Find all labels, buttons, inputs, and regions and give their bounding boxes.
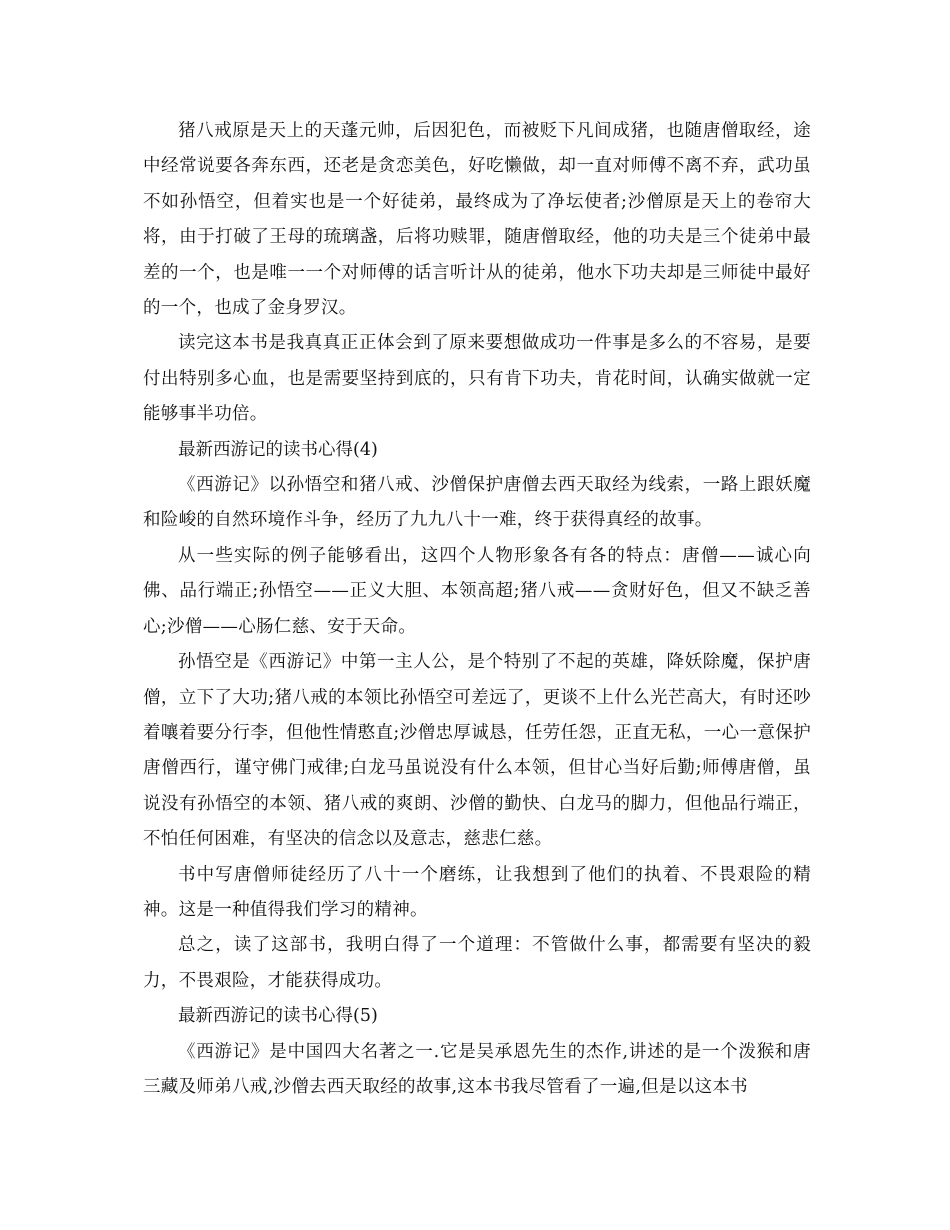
- paragraph-summary: 《西游记》以孙悟空和猪八戒、沙僧保护唐僧去西天取经为线索，一路上跟妖魔和险峻的自然环境作斗争，经历了九九八十一难，终于获得真经的故事。: [143, 475, 811, 531]
- paragraph-intro-5: 《西游记》是中国四大名著之一.它是吴承恩先生的杰作,讲述的是一个泼猴和唐三藏及师弟八戒,沙僧去西天取经的故事,这本书我尽管看了一遍,但是以这本书: [143, 1041, 811, 1097]
- paragraph-reflection: 读完这本书是我真真正正体会到了原来要想做成功一件事是多么的不容易，是要付出特别多心血，也是需要坚持到底的，只有肯下功夫，肯花时间，认确实做就一定能够事半功倍。: [143, 333, 811, 425]
- paragraph-bajie-shaseng: 猪八戒原是天上的天蓬元帅，后因犯色，而被贬下凡间成猪，也随唐僧取经，途中经常说要各奔东西，还老是贪恋美色，好吃懒做，却一直对师傅不离不弃，武功虽不如孙悟空，但着实也是一个好徒弟，最终成为了净坛使者;沙僧原是天上的卷帘大将，由于打破了王母的琉璃盏，后将功赎罪，随唐僧取经，他的功夫是三个徒弟中最差的一个，也是唯一一个对师傅的话言听计从的徒弟，他水下功夫却是三师徒中最好的一个，也成了金身罗汉。: [143, 121, 811, 319]
- paragraph-sun-wukong: 孙悟空是《西游记》中第一主人公，是个特别了不起的英雄，降妖除魔，保护唐僧，立下了大功;猪八戒的本领比孙悟空可差远了，更谈不上什么光芒高大，有时还吵着嚷着要分行李，但他性情憨直;沙僧忠厚诚恳，任劳任怨，正直无私，一心一意保护唐僧西行，谨守佛门戒律;白龙马虽说没有什么本领，但甘心当好后勤;师傅唐僧，虽说没有孙悟空的本领、猪八戒的爽朗、沙僧的勤快、白龙马的脚力，但他品行端正，不怕任何困难，有坚决的信念以及意志，慈悲仁慈。: [143, 652, 811, 850]
- paragraph-conclusion: 总之，读了这部书，我明白得了一个道理：不管做什么事，都需要有坚决的毅力，不畏艰险，才能获得成功。: [143, 935, 811, 991]
- document-body: [143, 114, 811, 1105]
- paragraph-characters: 从一些实际的例子能够看出，这四个人物形象各有各的特点：唐僧——诚心向佛、品行端正;孙悟空——正义大胆、本领高超;猪八戒——贪财好色，但又不缺乏善心;沙僧——心肠仁慈、安于天命。: [143, 545, 811, 637]
- paragraph-trials: 书中写唐僧师徒经历了八十一个磨练，让我想到了他们的执着、不畏艰险的精神。这是一种值得我们学习的精神。: [143, 864, 811, 920]
- section-heading-4: 最新西游记的读书心得(4): [178, 439, 378, 460]
- section-heading-5: 最新西游记的读书心得(5): [178, 1006, 378, 1027]
